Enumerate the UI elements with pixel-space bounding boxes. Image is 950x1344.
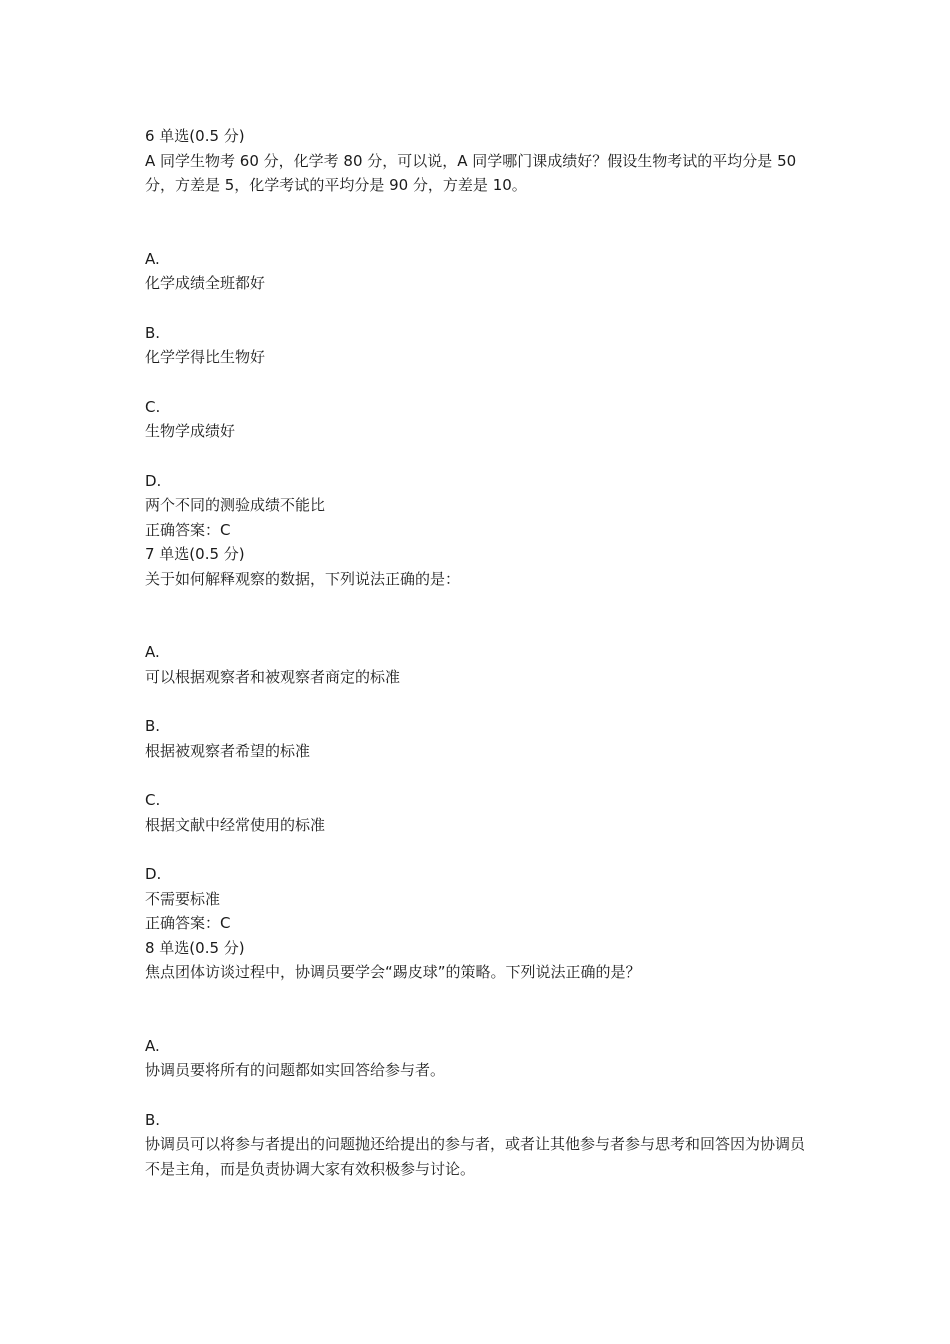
question-header: 6 单选(0.5 分) (145, 127, 245, 145)
option-letter: B. (145, 717, 161, 735)
option-letter: C. (145, 791, 161, 809)
document-page (145, 124, 815, 1181)
option-text: 化学学得比生物好 (145, 348, 266, 366)
option-text: 化学成绩全班都好 (145, 274, 266, 292)
option-letter: A. (145, 643, 160, 661)
option-letter: D. (145, 471, 162, 490)
question-stem: A 同学生物考 60 分，化学考 80 分，可以说，A 同学哪门课成绩好？假设生物考试的平均分是 50 分，方差是 5，化学考试的平均分是 90 分，方差是 10。 (145, 151, 801, 194)
option-letter: A. (145, 249, 160, 268)
question-8 (145, 936, 815, 1182)
option-letter: B. (145, 1110, 161, 1129)
correct-answer: 正确答案：C (145, 914, 231, 932)
option-text: 不需要标准 (145, 889, 221, 908)
question-stem: 焦点团体访谈过程中，协调员要学会“踢皮球”的策略。下列说法正确的是？ (145, 963, 641, 981)
question-6 (145, 124, 815, 542)
option-text: 生物学成绩好 (145, 422, 236, 440)
option-text: 根据被观察者希望的标准 (145, 741, 311, 760)
question-7 (145, 542, 815, 936)
option-letter: C. (145, 397, 161, 416)
option-letter: D. (145, 865, 162, 883)
question-header: 8 单选(0.5 分) (145, 938, 245, 957)
correct-answer: 正确答案：C (145, 520, 231, 539)
option-text: 可以根据观察者和被观察者商定的标准 (145, 667, 401, 686)
question-stem: 关于如何解释观察的数据，下列说法正确的是： (145, 569, 461, 588)
option-text: 两个不同的测验成绩不能比 (145, 496, 326, 514)
option-text: 协调员可以将参与者提出的问题抛还给提出的参与者，或者让其他参与者参与思考和回答因为协调员不是主角，而是负责协调大家有效积极参与讨论。 (145, 1135, 806, 1178)
option-text: 根据文献中经常使用的标准 (145, 815, 326, 834)
question-header: 7 单选(0.5 分) (145, 545, 245, 563)
option-letter: A. (145, 1036, 160, 1055)
option-text: 协调员要将所有的问题都如实回答给参与者。 (145, 1061, 446, 1079)
option-letter: B. (145, 323, 161, 342)
